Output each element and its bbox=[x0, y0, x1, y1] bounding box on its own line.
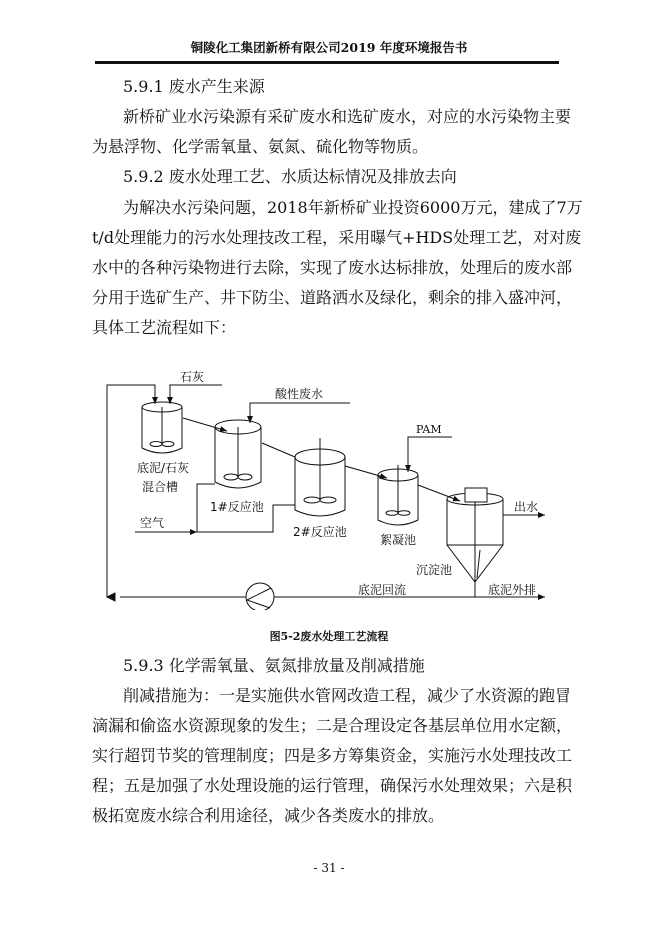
paragraph-line: 分用于选矿生产、井下防尘、道路洒水及绿化，剩余的排入盛冲河， bbox=[92, 288, 573, 307]
label-outflow: 出水 bbox=[514, 500, 539, 514]
flocculation-tank bbox=[378, 465, 418, 525]
label-air: 空气 bbox=[140, 516, 165, 530]
settling-tank bbox=[447, 488, 503, 597]
paragraph-line: 实行超罚节奖的管理制度；四是多方筹集资金，实施污水处理技改工 bbox=[92, 746, 573, 765]
section-heading-5-9-3: 5.9.3 化学需氧量、氨氮排放量及削减措施 bbox=[123, 656, 425, 675]
paragraph-line: 滴漏和偷盗水资源现象的发生；二是合理设定各基层单位用水定额， bbox=[92, 716, 573, 735]
header-rule bbox=[95, 61, 559, 64]
mix-tank bbox=[142, 402, 182, 453]
label-acid-water: 酸性废水 bbox=[275, 387, 324, 401]
paragraph-line: 削减措施为：一是实施供水管网改造工程，减少了水资源的跑冒 bbox=[123, 686, 572, 705]
section-heading-5-9-2: 5.9.2 废水处理工艺、水质达标情况及排放去向 bbox=[123, 167, 457, 186]
process-flow-diagram bbox=[90, 360, 560, 610]
paragraph-line: 水中的各种污染物进行去除，实现了废水达标排放，处理后的废水部 bbox=[92, 258, 573, 277]
acid-water-pipe bbox=[250, 403, 350, 423]
paragraph-line: 具体工艺流程如下： bbox=[92, 318, 237, 337]
page-number: - 31 - bbox=[313, 861, 345, 875]
label-reactor-1: 1#反应池 bbox=[210, 500, 264, 514]
paragraph-line: 新桥矿业水污染源有采矿废水和选矿废水，对应的水污染物主要 bbox=[123, 107, 572, 126]
paragraph-line: 极拓宽废水综合利用途径，减少各类废水的排放。 bbox=[92, 806, 445, 825]
pam-pipe bbox=[408, 437, 452, 472]
lime-pipe bbox=[170, 385, 222, 404]
label-settler: 沉淀池 bbox=[416, 563, 453, 577]
paragraph-line: t/d处理能力的污水处理技改工程，采用曝气+HDS处理工艺，对对废 bbox=[92, 228, 582, 247]
section-heading-5-9-1: 5.9.1 废水产生来源 bbox=[123, 77, 265, 96]
paragraph-line: 程；五是加强了水处理设施的运行管理，确保污水处理效果；六是积 bbox=[92, 776, 573, 795]
figure-caption: 图5-2废水处理工艺流程 bbox=[269, 630, 389, 643]
label-mix-tank-2: 混合槽 bbox=[142, 480, 179, 494]
label-reactor-2: 2#反应池 bbox=[293, 525, 347, 539]
label-pam: PAM bbox=[416, 423, 442, 436]
paragraph-line: 为悬浮物、化学需氧量、氨氮、硫化物等物质。 bbox=[92, 137, 429, 156]
pump-icon bbox=[246, 583, 274, 610]
paragraph-line: 为解决水污染问题，2018年新桥矿业投资6000万元，建成了7万 bbox=[123, 198, 583, 217]
label-sludge-out: 底泥外排 bbox=[488, 583, 537, 597]
label-flocculation: 絮凝池 bbox=[380, 533, 417, 547]
reactor-1-tank bbox=[215, 420, 261, 488]
page-header: 铜陵化工集团新桥有限公司2019 年度环境报告书 bbox=[190, 40, 468, 55]
label-sludge-return: 底泥回流 bbox=[358, 583, 407, 597]
reactor-2-tank bbox=[295, 438, 345, 516]
label-mix-tank-1: 底泥/石灰 bbox=[137, 461, 190, 475]
label-lime: 石灰 bbox=[180, 370, 205, 384]
